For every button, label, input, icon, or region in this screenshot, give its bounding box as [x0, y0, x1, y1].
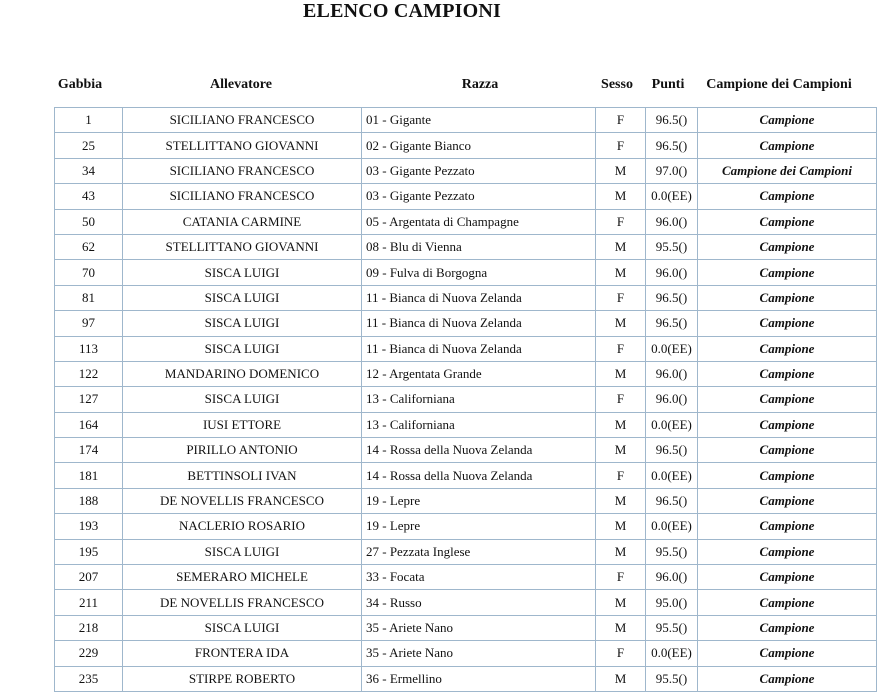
cell-campione: Campione: [698, 666, 877, 691]
cell-punti: 96.0(): [646, 260, 698, 285]
cell-gabbia: 193: [55, 514, 123, 539]
table-row: [55, 412, 877, 437]
cell-razza: 34 - Russo: [362, 590, 596, 615]
table-row: [55, 666, 877, 691]
cell-campione: Campione: [698, 641, 877, 666]
header-sesso: Sesso: [601, 77, 633, 92]
cell-campione: Campione: [698, 311, 877, 336]
cell-razza: 14 - Rossa della Nuova Zelanda: [362, 463, 596, 488]
table-row: [55, 133, 877, 158]
cell-gabbia: 62: [55, 234, 123, 259]
cell-punti: 96.5(): [646, 133, 698, 158]
cell-razza: 35 - Ariete Nano: [362, 615, 596, 640]
cell-razza: 08 - Blu di Vienna: [362, 234, 596, 259]
cell-punti: 96.5(): [646, 488, 698, 513]
cell-punti: 0.0(EE): [646, 514, 698, 539]
cell-razza: 03 - Gigante Pezzato: [362, 158, 596, 183]
cell-gabbia: 229: [55, 641, 123, 666]
cell-sesso: M: [596, 158, 646, 183]
cell-sesso: M: [596, 514, 646, 539]
cell-campione: Campione: [698, 285, 877, 310]
cell-razza: 19 - Lepre: [362, 488, 596, 513]
table-header: [0, 77, 884, 95]
cell-gabbia: 70: [55, 260, 123, 285]
cell-allevatore: FRONTERA IDA: [123, 641, 362, 666]
cell-campione: Campione: [698, 108, 877, 133]
cell-campione: Campione: [698, 539, 877, 564]
cell-campione: Campione: [698, 565, 877, 590]
cell-punti: 0.0(EE): [646, 412, 698, 437]
header-allevatore: Allevatore: [210, 77, 272, 92]
header-gabbia: Gabbia: [57, 77, 103, 92]
cell-campione: Campione: [698, 438, 877, 463]
table-row: [55, 209, 877, 234]
cell-punti: 0.0(EE): [646, 463, 698, 488]
cell-allevatore: NACLERIO ROSARIO: [123, 514, 362, 539]
cell-punti: 96.5(): [646, 108, 698, 133]
cell-campione: Campione dei Campioni: [698, 158, 877, 183]
header-punti: Punti: [651, 77, 685, 92]
cell-razza: 33 - Focata: [362, 565, 596, 590]
cell-campione: Campione: [698, 361, 877, 386]
cell-gabbia: 50: [55, 209, 123, 234]
cell-campione: Campione: [698, 615, 877, 640]
table-row: [55, 463, 877, 488]
cell-razza: 35 - Ariete Nano: [362, 641, 596, 666]
cell-allevatore: STIRPE ROBERTO: [123, 666, 362, 691]
cell-razza: 36 - Ermellino: [362, 666, 596, 691]
cell-razza: 11 - Bianca di Nuova Zelanda: [362, 311, 596, 336]
table-row: [55, 641, 877, 666]
cell-allevatore: DE NOVELLIS FRANCESCO: [123, 590, 362, 615]
cell-campione: Campione: [698, 133, 877, 158]
cell-sesso: F: [596, 209, 646, 234]
table-row: [55, 514, 877, 539]
cell-gabbia: 1: [55, 108, 123, 133]
cell-gabbia: 235: [55, 666, 123, 691]
cell-sesso: M: [596, 438, 646, 463]
cell-sesso: M: [596, 412, 646, 437]
table-row: [55, 184, 877, 209]
cell-allevatore: STELLITTANO GIOVANNI: [123, 234, 362, 259]
cell-allevatore: PIRILLO ANTONIO: [123, 438, 362, 463]
cell-sesso: M: [596, 488, 646, 513]
cell-razza: 01 - Gigante: [362, 108, 596, 133]
table-row: [55, 361, 877, 386]
cell-gabbia: 25: [55, 133, 123, 158]
cell-allevatore: SICILIANO FRANCESCO: [123, 108, 362, 133]
cell-gabbia: 34: [55, 158, 123, 183]
cell-gabbia: 43: [55, 184, 123, 209]
cell-razza: 19 - Lepre: [362, 514, 596, 539]
cell-sesso: M: [596, 234, 646, 259]
cell-punti: 96.5(): [646, 438, 698, 463]
cell-punti: 0.0(EE): [646, 184, 698, 209]
cell-gabbia: 122: [55, 361, 123, 386]
cell-punti: 96.5(): [646, 311, 698, 336]
cell-allevatore: DE NOVELLIS FRANCESCO: [123, 488, 362, 513]
cell-campione: Campione: [698, 412, 877, 437]
cell-razza: 12 - Argentata Grande: [362, 361, 596, 386]
cell-sesso: M: [596, 666, 646, 691]
cell-sesso: M: [596, 184, 646, 209]
cell-gabbia: 181: [55, 463, 123, 488]
cell-razza: 09 - Fulva di Borgogna: [362, 260, 596, 285]
cell-allevatore: SISCA LUIGI: [123, 260, 362, 285]
table-row: [55, 234, 877, 259]
cell-razza: 14 - Rossa della Nuova Zelanda: [362, 438, 596, 463]
table-row: [55, 336, 877, 361]
cell-sesso: F: [596, 641, 646, 666]
table-row: [55, 108, 877, 133]
cell-allevatore: SISCA LUIGI: [123, 336, 362, 361]
cell-gabbia: 188: [55, 488, 123, 513]
table-row: [55, 590, 877, 615]
cell-razza: 11 - Bianca di Nuova Zelanda: [362, 285, 596, 310]
cell-sesso: F: [596, 336, 646, 361]
cell-allevatore: STELLITTANO GIOVANNI: [123, 133, 362, 158]
cell-campione: Campione: [698, 184, 877, 209]
table-row: [55, 438, 877, 463]
table-row: [55, 260, 877, 285]
cell-gabbia: 174: [55, 438, 123, 463]
cell-punti: 96.0(): [646, 361, 698, 386]
header-campione: Campione dei Campioni: [706, 77, 852, 92]
cell-sesso: F: [596, 387, 646, 412]
cell-allevatore: CATANIA CARMINE: [123, 209, 362, 234]
cell-punti: 95.5(): [646, 539, 698, 564]
cell-gabbia: 195: [55, 539, 123, 564]
cell-allevatore: SISCA LUIGI: [123, 311, 362, 336]
table-row: [55, 539, 877, 564]
cell-sesso: M: [596, 260, 646, 285]
cell-punti: 95.5(): [646, 666, 698, 691]
table-row: [55, 488, 877, 513]
cell-campione: Campione: [698, 387, 877, 412]
cell-allevatore: SISCA LUIGI: [123, 387, 362, 412]
cell-punti: 97.0(): [646, 158, 698, 183]
header-razza: Razza: [461, 77, 499, 92]
cell-allevatore: BETTINSOLI IVAN: [123, 463, 362, 488]
table-row: [55, 311, 877, 336]
cell-razza: 05 - Argentata di Champagne: [362, 209, 596, 234]
cell-sesso: F: [596, 133, 646, 158]
cell-razza: 27 - Pezzata Inglese: [362, 539, 596, 564]
cell-razza: 03 - Gigante Pezzato: [362, 184, 596, 209]
cell-sesso: F: [596, 108, 646, 133]
cell-allevatore: SISCA LUIGI: [123, 615, 362, 640]
cell-sesso: M: [596, 539, 646, 564]
cell-campione: Campione: [698, 209, 877, 234]
cell-sesso: M: [596, 311, 646, 336]
cell-razza: 02 - Gigante Bianco: [362, 133, 596, 158]
cell-campione: Campione: [698, 590, 877, 615]
cell-razza: 11 - Bianca di Nuova Zelanda: [362, 336, 596, 361]
table-row: [55, 387, 877, 412]
cell-sesso: F: [596, 463, 646, 488]
cell-sesso: M: [596, 361, 646, 386]
cell-gabbia: 127: [55, 387, 123, 412]
cell-allevatore: MANDARINO DOMENICO: [123, 361, 362, 386]
cell-sesso: F: [596, 565, 646, 590]
cell-punti: 0.0(EE): [646, 336, 698, 361]
table-row: [55, 285, 877, 310]
cell-allevatore: SISCA LUIGI: [123, 285, 362, 310]
cell-punti: 96.0(): [646, 387, 698, 412]
cell-campione: Campione: [698, 463, 877, 488]
table-row: [55, 565, 877, 590]
cell-allevatore: SEMERARO MICHELE: [123, 565, 362, 590]
cell-allevatore: SICILIANO FRANCESCO: [123, 158, 362, 183]
cell-sesso: F: [596, 285, 646, 310]
cell-gabbia: 207: [55, 565, 123, 590]
cell-punti: 96.0(): [646, 565, 698, 590]
cell-punti: 96.5(): [646, 285, 698, 310]
cell-allevatore: IUSI ETTORE: [123, 412, 362, 437]
cell-gabbia: 97: [55, 311, 123, 336]
cell-sesso: M: [596, 590, 646, 615]
cell-razza: 13 - Californiana: [362, 387, 596, 412]
table-row: [55, 615, 877, 640]
cell-gabbia: 218: [55, 615, 123, 640]
page-title: ELENCO CAMPIONI: [302, 0, 501, 22]
cell-punti: 95.5(): [646, 234, 698, 259]
cell-campione: Campione: [698, 260, 877, 285]
table-row: [55, 158, 877, 183]
cell-campione: Campione: [698, 234, 877, 259]
cell-gabbia: 211: [55, 590, 123, 615]
cell-punti: 95.5(): [646, 615, 698, 640]
champions-table: [54, 107, 877, 692]
cell-allevatore: SISCA LUIGI: [123, 539, 362, 564]
cell-campione: Campione: [698, 514, 877, 539]
cell-razza: 13 - Californiana: [362, 412, 596, 437]
cell-gabbia: 113: [55, 336, 123, 361]
cell-punti: 0.0(EE): [646, 641, 698, 666]
cell-allevatore: SICILIANO FRANCESCO: [123, 184, 362, 209]
cell-punti: 96.0(): [646, 209, 698, 234]
cell-gabbia: 81: [55, 285, 123, 310]
cell-campione: Campione: [698, 488, 877, 513]
cell-punti: 95.0(): [646, 590, 698, 615]
cell-gabbia: 164: [55, 412, 123, 437]
cell-sesso: M: [596, 615, 646, 640]
cell-campione: Campione: [698, 336, 877, 361]
